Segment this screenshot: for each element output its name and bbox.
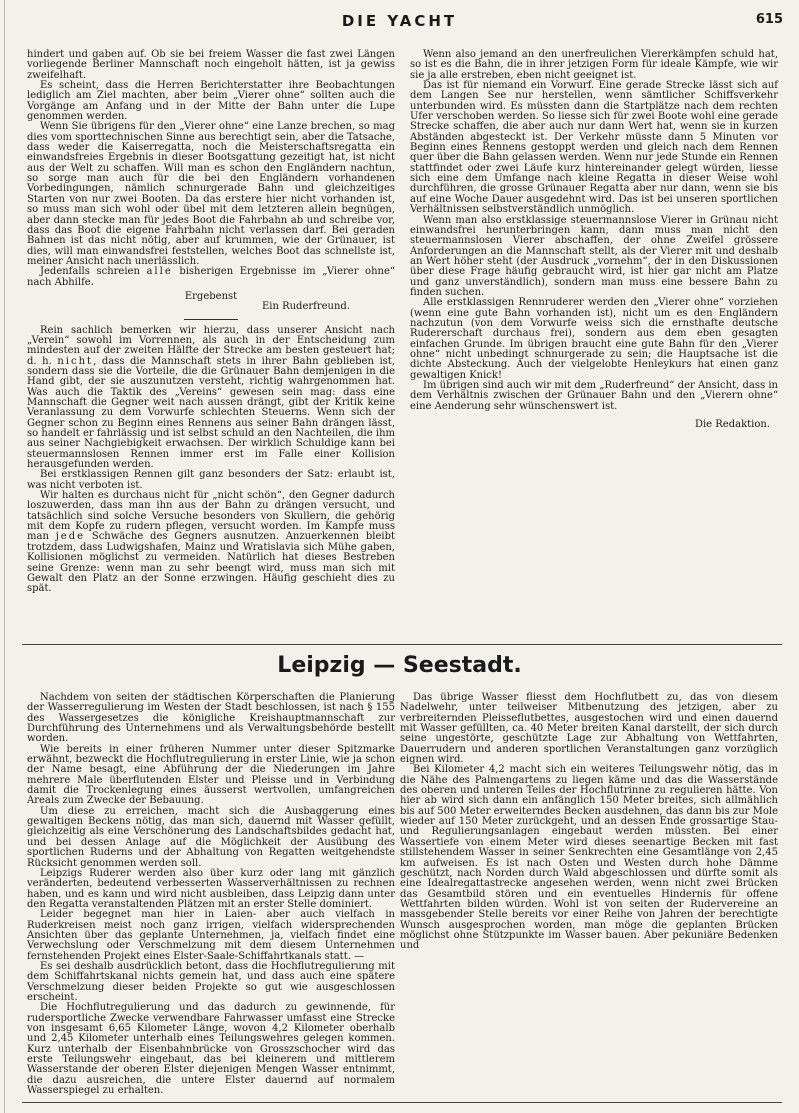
reply-paragraph: Wenn man also erstklassige steuermannslose Vierer in Grünau nicht einwandsfrei herunterbringen kann, dann muss man nicht den steuermannslosen Vierer abschaffen, der ohne Zweifel grössere Anforderungen an die Mannschaft stellt, als der Vierer mit und deshalb an Wert höher steht (der Ausdruck „vornehm“, der in den Diskussionen über diese Frage häufig gebraucht wird, ist hier gar nicht am Platze und ganz unverständlich), sondern man muss eine bessere Bahn zu finden suchen. — [410, 214, 778, 298]
spaced-word: alle — [146, 266, 173, 278]
article-column-left — [27, 693, 395, 1096]
letter-column-right — [410, 50, 778, 430]
running-header-title: DIE YACHT — [341, 12, 458, 30]
article-paragraph: Bei Kilometer 4,2 macht sich ein weiteres Teilungswehr nötig, das in die Nähe des Palmengartens zu liegen käme und das die Wasserstände des oberen und unteren Teiles der Hochflutrinne zu regulieren hätte. Von hier ab wird sich dann ein anfänglich 150 Meter breites, sich allmählich bis auf 500 Meter erweiterndes Becken ausdehnen, das dann bis zur Mole wieder auf 150 Meter zurückgeht, und an dessen Ende grossartige Stau- und Regulierungsanlagen eingebaut werden müssten. Bei einer Wassertiefe von einem Meter wird dieses seenartige Becken mit fast stillstehendem Wasser in seiner Senkrechten eine Gesamtlänge von 2,45 km aufweisen. Es ist nach Osten und Westen durch hohe Dämme geschützt, nach Norden durch Wald abgeschlossen und dürfte somit als eine Idealregattastrecke angesehen werden, wenn nicht zwei Brücken das Gesamtbild stören und ein eventuelles Hindernis für offene Wettfahrten bilden würden. Wohl ist von seiten der Rudervereine an massgebender Stelle bereits vor einer Reihe von Jahren der berechtigte Wunsch ausgesprochen worden, man möge die geplanten Brücken möglichst ohne Stützpunkte im Wasser bauen. Aber pekuniäre Bedenken und — [400, 764, 778, 952]
letter-column-left — [27, 50, 395, 595]
article-paragraph: Es sei deshalb ausdrücklich betont, dass die Hochflutregulierung mit dem Schiffahrtskanal nichts gemein hat, und dass auch eine spätere Verschmelzung dieser beiden Projekte so gut wie ausgeschlossen erscheint. — [27, 960, 395, 1003]
article-paragraph: Die Hochflutregulierung und das dadurch zu gewinnende, für rudersportliche Zwecke verwendbare Fahrwasser umfasst eine Strecke von insgesamt 6,65 Kilometer Länge, wovon 4,2 Kilometer oberhalb und 2,45 Kilometer unterhalb eines Teilungswehres gelegen kommen. Kurz unterhalb der Eisenbahnbrücke von Grosszschocher wird das erste Teilungswehr eingebaut, das bei kleinerem und mittlerem Wasserstande der oberen Elster diejenigen Mengen Wasser entnimmt, die dazu ausreichen, die untere Elster dauernd auf normalem Wasserspiegel zu erhalten. — [27, 1002, 395, 1097]
text-run: , dass die Mannschaft stets in ihrer Bahn geblieben ist, sondern dass sie die Vorteile, die die Grünauer Bahn demjenigen in die Hand gibt, der sie auszunutzen versteht, richtig wahrgenommen hat. Was auch die Taktik des „Vereins“ gewesen sein mag: dass eine Mannschaft die Gegner weit nach aussen drängt, gibt der Kritik keine Veranlassung zu dem Vorwurfe schlechten Steuerns. Wenn sich der Gegner schon zu Beginn eines Rennens aus seiner Bahn drängen lässt, so handelt er fahrlässig und ist selbst schuld an den Nachteilen, die ihm aus seiner Nachgiebigkeit erwachsen. Der wirklich Schuldige kann bei steuermannslosen Rennen immer erst im Falle einer Kollision herausgefunden werden. — [27, 355, 395, 471]
reply-paragraph: Das ist für niemand ein Vorwurf. Eine gerade Strecke lässt sich auf dem Langen See nur herstellen, wenn sämtlicher Schiffsverkehr unterbunden wird. Es müssten dann die Startplätze nach dem rechten Ufer verschoben werden. So liesse sich für zwei Boote wohl eine gerade Strecke schaffen, die aber auch nur dann Wert hat, wenn sie in kurzen Abständen abgesteckt ist. Der Verkehr müsste dann 5 Minuten vor Beginn eines Rennens gestoppt werden und gleich nach dem Rennen quer über die Bahn gelassen werden. Wenn nur jede Stunde ein Rennen stattfindet oder zwei Läufe kurz hintereinander gelegt würden, liesse sich eine dem Umfange nach kleine Regatta in dieser Weise wohl durchführen, die grosse Grünauer Regatta aber nur dann, wenn sie bis auf eine Woche Dauer ausgedehnt wird. Das ist bei unseren sportlichen Verhältnissen selbstverständlich unmöglich. — [410, 80, 778, 216]
page-number: 615 — [755, 12, 783, 27]
text-run: Wir halten es durchaus nicht für „nicht schön“, den Gegner dadurch loszuwerden, dass man ihn aus der Bahn zu drängen versucht, und tatsächlich sind solche Versuche besonders von Skullern, die gehörig mit dem Kopfe zu rudern pflegen, versucht worden. Im Kampfe muss man — [27, 490, 395, 543]
letter-signature: Ein Ruderfreund. — [261, 301, 350, 313]
article-paragraph: Wie bereits in einer früheren Nummer unter dieser Spitzmarke erwähnt, bezweckt die Hochflutregulierung in erster Linie, wie ja schon der Name besagt, eine Abführung der die Niederungen im Jahre mehrere Male überflutenden Elster und Pleisse und in Verbindung damit die Trockenlegung eines äusserst wertvollen, umfangreichen Areals zum Zwecke der Bebauung. — [27, 743, 395, 807]
reply-paragraph — [27, 326, 395, 471]
article-paragraph: Nachdem von seiten der städtischen Körperschaften die Planierung der Wasserregulierung im Westen der Stadt beschlossen, ist nach § 155 des Wassergesetzes die königliche Kreishauptmannschaft zur Durchführung des Unternehmens und als Verwaltungsbehörde bestellt worden. — [27, 692, 395, 745]
text-run: Rein sachlich bemerken wir hierzu, dass unserer Ansicht nach „Verein“ sowohl im Vorrennen, als auch in der Entscheidung zum mindesten auf der zweiten Hälfte der Strecke am besten gesteuert hat; d. h. — [27, 324, 395, 367]
article-paragraph: Leider begegnet man hier in Laien- aber auch vielfach in Ruderkreisen meist noch ganz irrigen, vielfach widersprechenden Ansichten über das geplante Unternehmen, ja, vielfach findet eine Verwechslung oder Verschmelzung mit dem diesem Unternehmen fernstehenden Projekt eines Elster-Saale-Schiffahrtkanals statt. — — [27, 909, 395, 962]
page-margin-line — [4, 0, 5, 1113]
letter-greeting: Ergebenst — [184, 290, 238, 302]
article-title: Leipzig — Seestadt. — [277, 653, 522, 678]
text-run: bisherigen Ergebnisse im „Vierer ohne“ nach Abhilfe. — [27, 266, 395, 288]
reply-paragraph: Wenn also jemand an den unerfreulichen Viererkämpfen schuld hat, so ist es die Bahn, die in ihrer jetzigen Form für ideale Kämpfe, wie wir sie ja alle erstreben, eben nicht geeignet ist. — [410, 49, 778, 81]
letter-paragraph: Es scheint, dass die Herren Berichterstatter ihre Beobachtungen lediglich am Ziel machten, aber beim „Vierer ohne“ sollten auch die Vorgänge am Anfang und in der Mitte der Bahn unter die Lupe genommen werden. — [27, 80, 395, 123]
text-run: Schwäche des Gegners ausnutzen. Anzuerkennen bleibt trotzdem, dass Ludwigshafen, Mainz und Wratislavia sich Mühe gaben, Kollisionen möglichst zu vermeiden. Natürlich hat dieses Bestreben seine Grenze: wenn man zu sehr beengt wird, muss man sich mit Gewalt den Platz an der Sonne erzwingen. Häufig geschieht dies zu spät. — [27, 531, 395, 595]
page-bottom-rule — [22, 1102, 782, 1103]
letter-paragraph: Wenn Sie übrigens für den „Vierer ohne“ eine Lanze brechen, so mag dies vom sporttechnischen Sinne aus berechtigt sein, aber die Tatsache, dass weder die Kaiserregatta, noch die Meisterschaftsregatta ein einwandsfreies Ergebnis in dieser Bootsgattung gezeitigt hat, ist nicht aus der Welt zu schaffen. Will man es schon den Engländern nachtun, so sorge man auch für die bei den Engländern vorhandenen Vorbedingungen, nämlich schnurgerade Bahn und gleichzeitiges Starten von nur zwei Booten. Da das erstere hier nicht vorhanden ist, so muss man sich wohl oder übel mit dem letzteren allein begnügen, aber dann stecke man für jedes Boot die Fahrbahn ab und schreibe vor, dass das Boot die eigene Fahrbahn nicht verlassen darf. Bei geraden Bahnen ist das nicht nötig, aber auf krummen, wie der Grünauer, ist dies, will man einwandsfrei feststellen, welches Boot das schnellste ist, meiner Ansicht nach unerlässlich. — [27, 121, 395, 267]
letter-paragraph: hindert und gaben auf. Ob sie bei freiem Wasser die fast zwei Längen vorliegende Berliner Mannschaft noch eingeholt hätten, ist ja gewiss zweifelhaft. — [27, 49, 395, 81]
section-rule-top — [22, 644, 782, 645]
reply-paragraph: Alle erstklassigen Rennruderer werden den „Vierer ohne“ vorziehen (wenn eine gute Bahn vorhanden ist), nicht um es den Engländern nachzutun (von dem Vorwurfe weiss sich die ernsthafte deutsche Rudererschaft durchaus frei), sondern aus dem eben gesagten einfachen Grunde. Im übrigen braucht eine gute Bahn für den „Vierer ohne“ nicht unbedingt schnurgerade zu sein; die Hauptsache ist die dichte Absteckung. Auch der vielgelobte Henleykurs hat einen ganz gewaltigen Knick! — [410, 297, 778, 381]
reply-paragraph: Bei erstklassigen Rennen gilt ganz besonders der Satz: erlaubt ist, was nicht verboten ist. — [27, 469, 395, 491]
spaced-word: nicht — [57, 355, 94, 367]
reply-paragraph — [27, 491, 395, 594]
section-separator — [184, 319, 238, 320]
article-paragraph: Um diese zu erreichen, macht sich die Ausbaggerung eines gewaltigen Beckens nötig, das man sich, dauernd mit Wasser gefüllt, gleichzeitig als eine Verschönerung des Landschaftsbildes gedacht hat, und bei dessen Anlage auf die Möglichkeit der Ausübung des sportlichen Ruderns und der Abhaltung von Regatten weitgehendste Rücksicht genommen werden soll. — [27, 805, 395, 869]
article-paragraph: Leipzigs Ruderer werden also über kurz oder lang mit gänzlich veränderten, bedeutend verbesserten Wasserverhältnissen zu rechnen haben, und es kann und wird nicht ausbleiben, dass Leipzig dann unter den Regatta veranstaltenden Plätzen mit an erster Stelle dominiert. — [27, 867, 395, 910]
article-column-right — [400, 693, 778, 952]
spaced-word: jede — [55, 531, 86, 543]
article-paragraph: Das übrige Wasser fliesst dem Hochflutbett zu, das von diesem Nadelwehr, unter teilweiser Mitbenutzung des jetzigen, aber zu verbreiternden Pleisseflutbettes, ausgestochen wird und einen dauernd mit Wasser gefüllten, ca. 40 Meter breiten Kanal darstellt, der sich durch seine ungestörte, geschützte Lage zur Abhaltung von Wettfahrten, Dauerrudern und anderen sportlichen Veranstaltungen ganz vorzüglich eignen wird. — [400, 692, 778, 766]
text-run: Jedenfalls schreien — [40, 266, 147, 278]
letter-paragraph — [27, 267, 395, 288]
editorial-signature: Die Redaktion. — [694, 419, 770, 431]
reply-paragraph: Im übrigen sind auch wir mit dem „Ruderfreund“ der Ansicht, dass in dem Verhältnis zwischen der Grünauer Bahn und den „Vierern ohne“ eine Aenderung sehr wünschenswert ist. — [410, 380, 778, 412]
